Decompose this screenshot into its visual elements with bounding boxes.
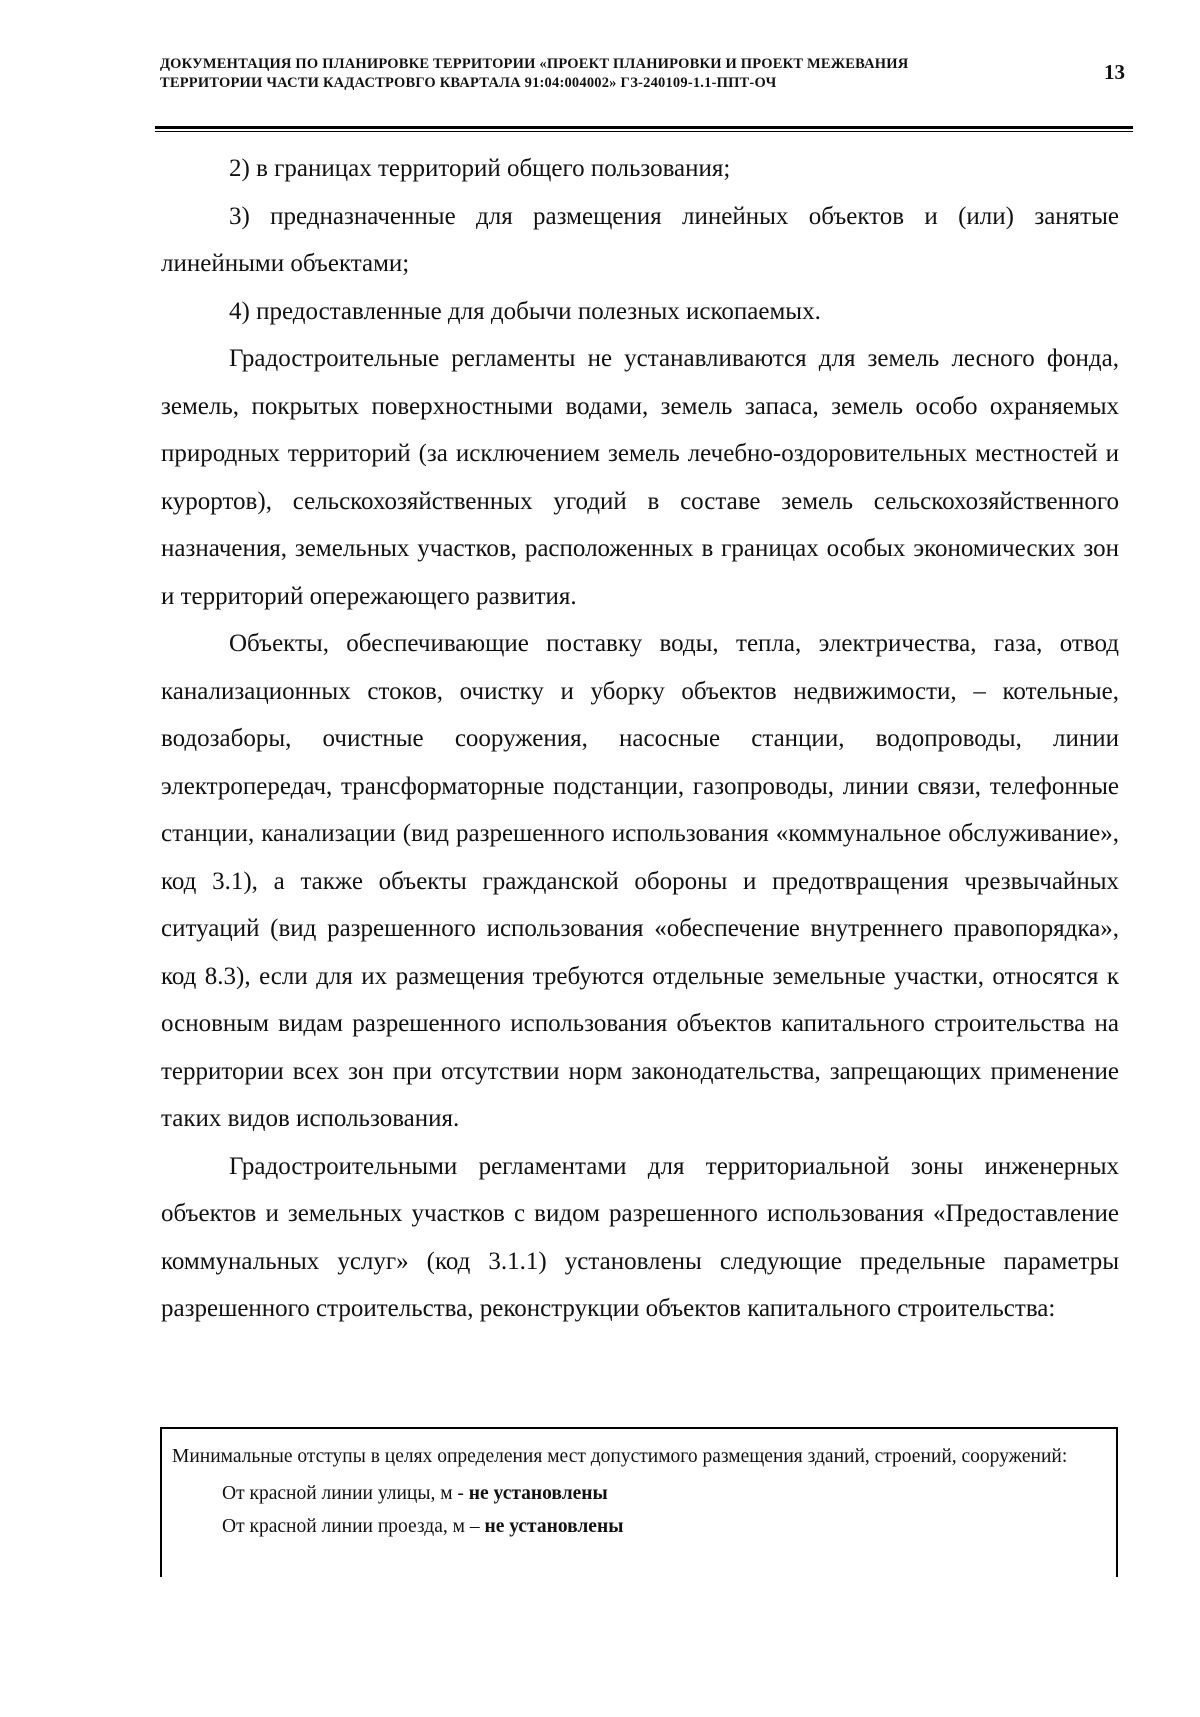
header-line-1: ДОКУМЕНТАЦИЯ ПО ПЛАНИРОВКЕ ТЕРРИТОРИИ «ПРОЕКТ ПЛАНИРОВКИ И ПРОЕКТ МЕЖЕВАНИЯ [160, 56, 909, 72]
row-value: не установлены [484, 1516, 624, 1537]
header-rule-thick [155, 126, 1133, 129]
parameters-table [160, 1427, 1118, 1577]
row-label: От красной линии улицы, м - [222, 1483, 469, 1504]
table-intro: Минимальные отступы в целях определения мест допустимого размещения зданий, строений, сооружений: [172, 1446, 1068, 1467]
document-header [160, 55, 1060, 93]
paragraph: 3) предназначенные для размещения линейных объектов и (или) занятые линейными объектами; [161, 202, 1119, 277]
row-value: не установлены [468, 1483, 608, 1504]
paragraph: 4) предоставленные для добычи полезных ископаемых. [229, 297, 821, 325]
paragraph: Объекты, обеспечивающие поставку воды, тепла, электричества, газа, отвод канализационных стоков, очистку и уборку объектов недвижимости, – котельные, водозаборы, очистные сооружения, насосные станции, водопроводы, линии электропередач, трансформаторные подстанции, газопроводы, линии связи, телефонные станции, канализации (вид разрешенного использования «коммунальное обслуживание», код 3.1), а также объекты гражданской обороны и предотвращения чрезвычайных ситуаций (вид разрешенного использования «обеспечение внутреннего правопорядка», код 8.3), если для их размещения требуются отдельные земельные участки, относятся к основным видам разрешенного использования объектов капитального строительства на территории всех зон при отсутствии норм законодательства, запрещающих применение таких видов использования. [161, 630, 1119, 1132]
page-number: 13 [1104, 60, 1125, 84]
paragraph: Градостроительные регламенты не устанавливаются для земель лесного фонда, земель, покрытых поверхностными водами, земель запаса, земель особо охраняемых природных территорий (за исключением земель лечебно-оздоровительных местностей и курортов), сельскохозяйственных угодий в составе земель сельскохозяйственного назначения, земельных участков, расположенных в границах особых экономических зон и территорий опережающего развития. [161, 345, 1119, 610]
header-rule-thin [155, 131, 1133, 132]
row-label: От красной линии проезда, м – [222, 1516, 485, 1537]
table-row [222, 1480, 1116, 1507]
document-body [161, 145, 1119, 1333]
paragraph: Градостроительными регламентами для территориальной зоны инженерных объектов и земельных участков с видом разрешенного использования «Предоставление коммунальных услуг» (код 3.1.1) установлены следующие предельные параметры разрешенного строительства, реконструкции объектов капитального строительства: [161, 1152, 1119, 1322]
paragraph: 2) в границах территорий общего пользования; [229, 155, 731, 182]
table-row [222, 1513, 1116, 1540]
header-line-2: ТЕРРИТОРИИ ЧАСТИ КАДАСТРОВГО КВАРТАЛА 91:04:004002» ГЗ-240109-1.1-ППТ-ОЧ [160, 75, 777, 91]
